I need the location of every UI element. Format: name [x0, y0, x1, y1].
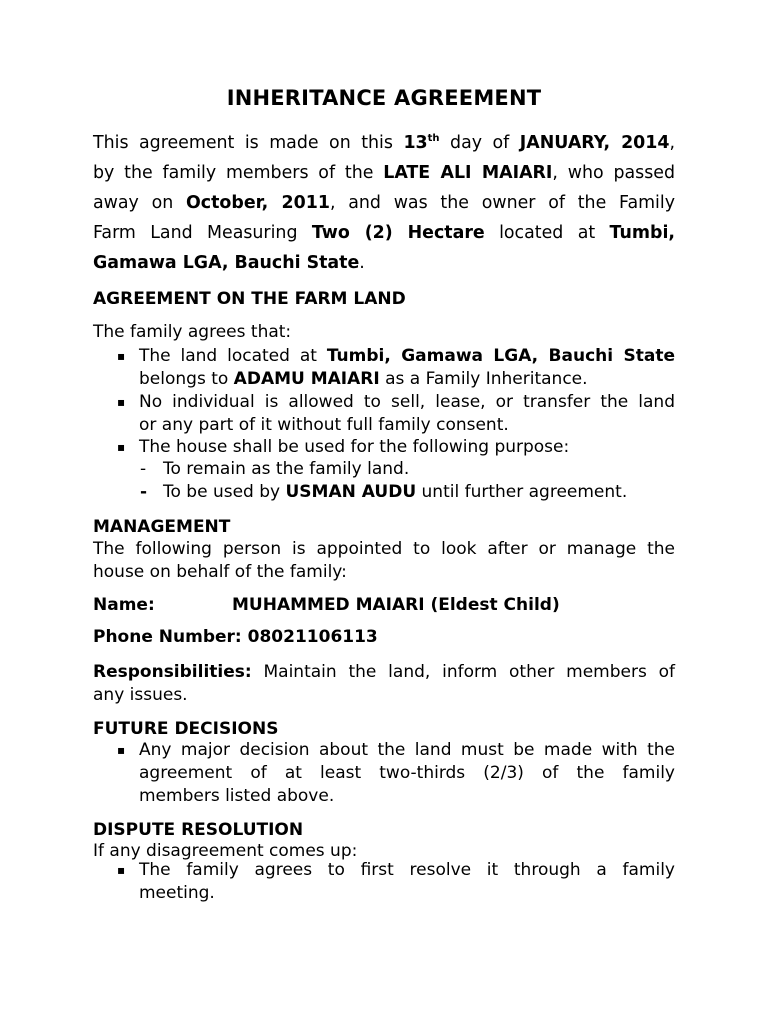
dash-bullet-icon: -	[140, 459, 147, 479]
management-text: The following person is appointed to look after or manage the house on behalf of the family:	[93, 539, 675, 582]
square-bullet-icon: ▪	[117, 863, 126, 877]
square-bullet-icon: ▪	[117, 743, 126, 757]
farm-heading: AGREEMENT ON THE FARM LAND	[93, 289, 406, 309]
intro-line-2: by the family members of the LATE ALI MAIARI, who passed	[93, 163, 675, 183]
intro-line-3: away on October, 2011, and was the owner of the Family	[93, 193, 675, 213]
name-value: MUHAMMED MAIARI (Eldest Child)	[232, 595, 560, 615]
farm-bullet-3: The house shall be used for the following purpose:	[139, 437, 570, 457]
future-heading: FUTURE DECISIONS	[93, 719, 279, 739]
farm-lead: The family agrees that:	[93, 322, 292, 342]
intro-paragraph	[93, 124, 675, 278]
farm-bullet-1: The land located at Tumbi, Gamawa LGA, Bauchi State belongs to ADAMU MAIARI as a Family Inheritance.	[139, 346, 676, 389]
future-bullet-1: Any major decision about the land must be made with the agreement of at least two-thirds (2/3) of the family members listed above.	[139, 740, 675, 806]
name-label: Name:	[93, 595, 155, 615]
dispute-heading: DISPUTE RESOLUTION	[93, 820, 304, 840]
responsibilities: Responsibilities: Maintain the land, inform other members of any issues.	[93, 662, 675, 705]
square-bullet-icon: ▪	[117, 440, 126, 454]
intro-line-1: This agreement is made on this 13th day of JANUARY, 2014,	[93, 133, 676, 153]
dispute-bullet-1: The family agrees to first resolve it through a family meeting.	[139, 860, 675, 903]
dispute-lead: If any disagreement comes up:	[93, 841, 358, 861]
intro-line-5: Gamawa LGA, Bauchi State.	[93, 253, 365, 273]
farm-sub-item-2: To be used by USMAN AUDU until further agreement.	[163, 482, 628, 502]
management-heading: MANAGEMENT	[93, 517, 231, 537]
square-bullet-icon: ▪	[117, 395, 126, 409]
farm-bullet-2: No individual is allowed to sell, lease, or transfer the land or any part of it without full family consent.	[139, 392, 675, 435]
square-bullet-icon: ▪	[117, 349, 126, 363]
intro-line-4: Farm Land Measuring Two (2) Hectare located at Tumbi,	[93, 223, 676, 243]
dash-bullet-icon: -	[140, 482, 148, 502]
farm-sub-item-1: To remain as the family land.	[163, 459, 410, 479]
document-title: INHERITANCE AGREEMENT	[226, 86, 542, 110]
phone-row: Phone Number: 08021106113	[93, 627, 378, 647]
